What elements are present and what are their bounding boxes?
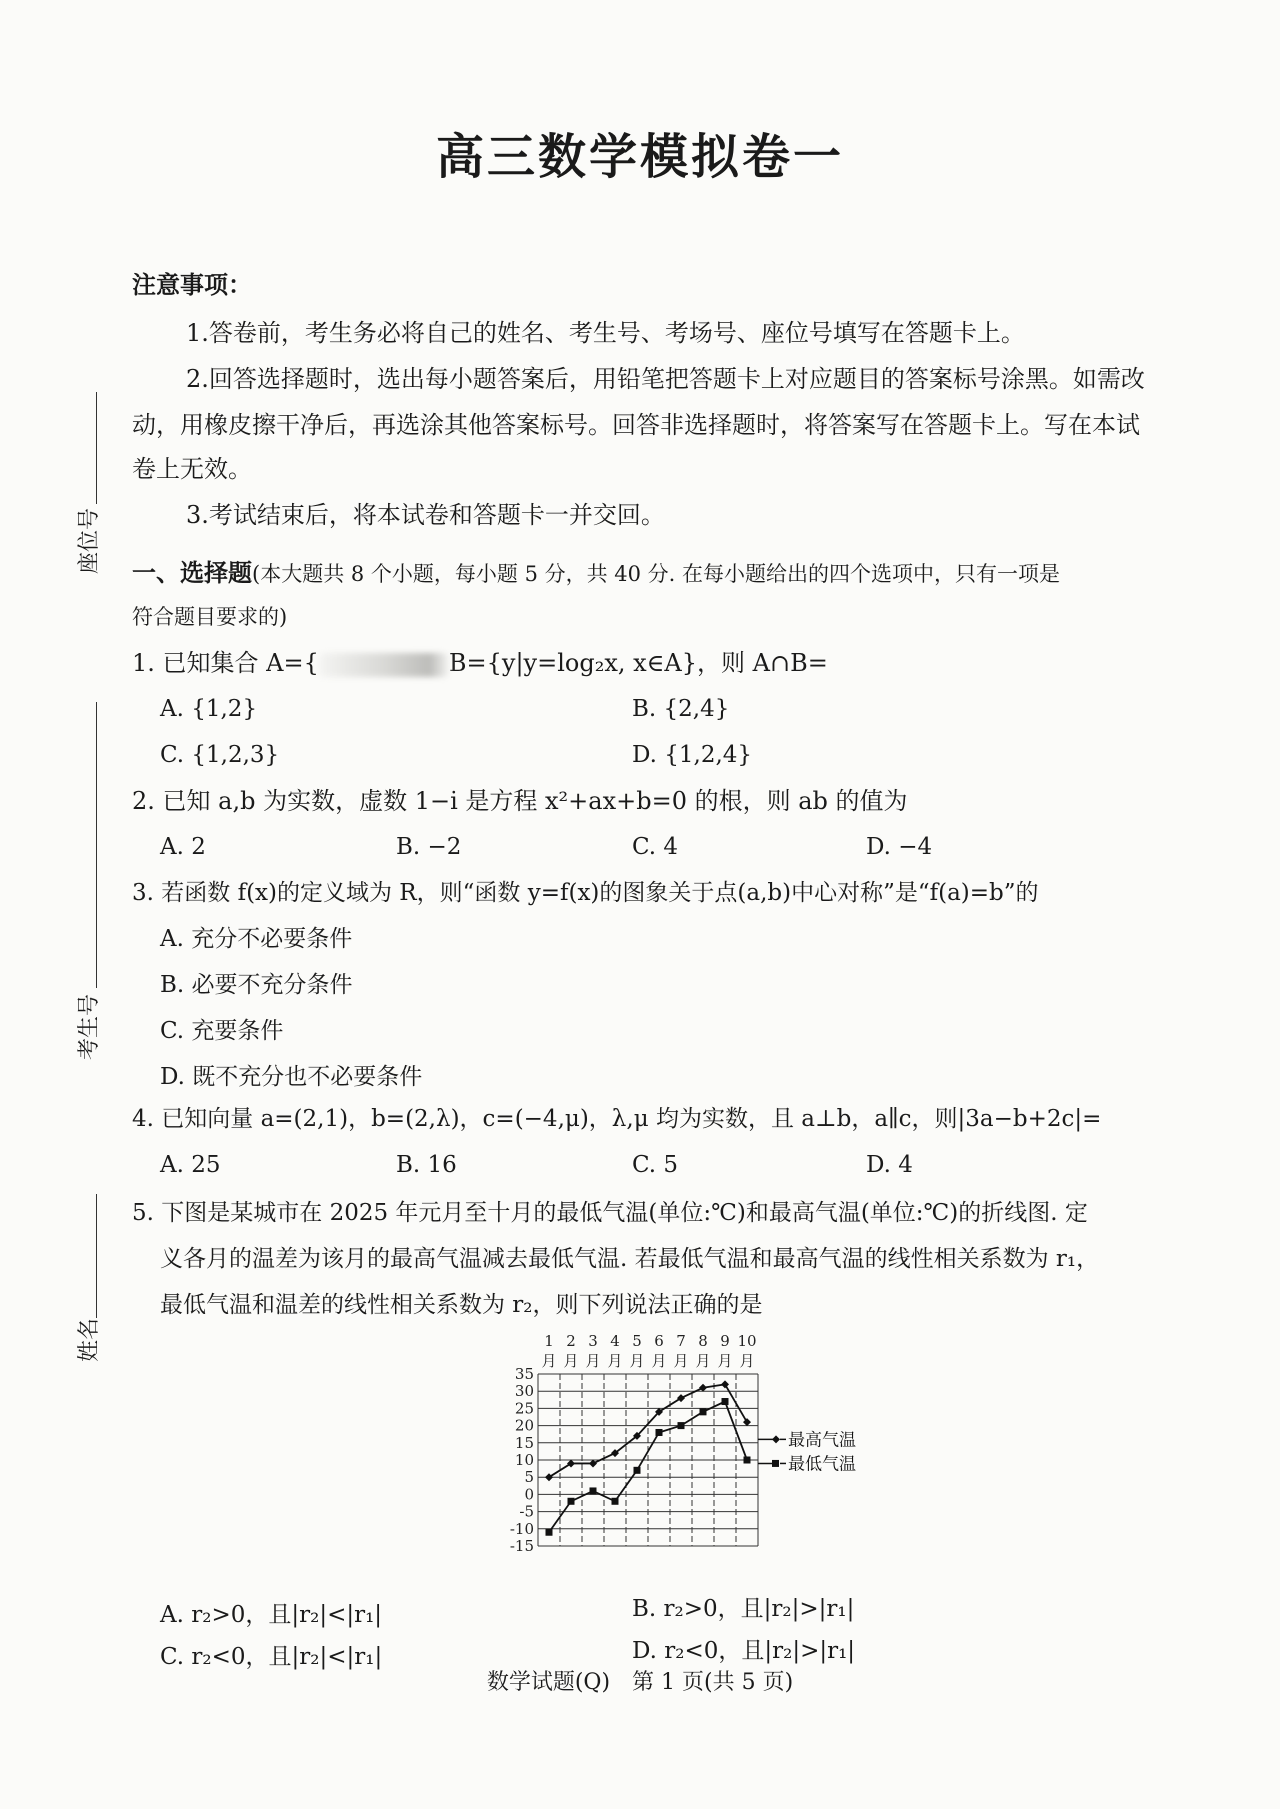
q4-option-c: C. 5 [632,1152,679,1178]
y-tick-label: 0 [524,1485,534,1504]
x-tick-label-number: 8 [698,1332,708,1350]
data-point-max-temp [721,1380,729,1388]
x-tick-label-month: 月 [585,1352,601,1370]
side-label-name: 姓名 [77,1317,102,1362]
exam-no-underline [96,702,97,988]
q5-option-b: B. r₂>0，且|r₂|>|r₁| [632,1596,855,1622]
x-tick-label-month: 月 [651,1352,667,1370]
q1-option-b: B. {2,4} [632,696,730,722]
x-tick-label-month: 月 [739,1352,755,1370]
seat-underline [96,392,97,504]
data-point-min-temp [568,1498,575,1505]
notice-item: 3.考试结束后，将本试卷和答题卡一并交回。 [186,501,665,529]
legend-marker-min-temp [772,1460,779,1467]
q5-option-c: C. r₂<0，且|r₂|<|r₁| [160,1644,383,1670]
y-tick-label: -10 [509,1519,534,1538]
section-desc: (本大题共 8 个小题，每小题 5 分，共 40 分. 在每小题给出的四个选项中，只有一项是 [252,562,1061,586]
q4-option-a: A. 25 [160,1152,221,1178]
redacted-blur [319,653,449,677]
data-point-min-temp [722,1398,729,1405]
q2-option-d: D. −4 [866,834,933,860]
temperature-line-chart [490,1328,890,1558]
y-tick-label: 15 [514,1433,534,1452]
question-5-stem-1: 5. 下图是某城市在 2025 年元月至十月的最低气温(单位:℃)和最高气温(单位:℃)的折线图. 定 [132,1200,1088,1226]
question-1-stem [132,646,828,680]
section-heading: 一、选择题 [132,559,252,587]
y-tick-label: 25 [514,1399,534,1418]
x-tick-label-month: 月 [607,1352,623,1370]
q5-option-d: D. r₂<0，且|r₂|>|r₁| [632,1638,856,1664]
q3-option-d: D. 既不充分也不必要条件 [160,1064,423,1090]
q2-option-a: A. 2 [160,834,206,860]
data-point-max-temp [743,1418,751,1426]
q1-stem-a: 1. 已知集合 A={ [132,649,319,677]
section-desc-2: 符合题目要求的) [132,605,288,629]
y-tick-label: 20 [514,1416,534,1435]
page-title: 高三数学模拟卷一 [435,129,844,185]
name-underline [96,1194,97,1318]
x-tick-label-number: 4 [610,1332,620,1350]
q3-option-c: C. 充要条件 [160,1018,284,1044]
q5-option-a: A. r₂>0，且|r₂|<|r₁| [160,1602,383,1628]
y-tick-label: 5 [524,1468,534,1487]
data-point-min-temp [546,1529,553,1536]
side-label-seat: 座位号 [77,507,102,574]
question-2-stem: 2. 已知 a,b 为实数，虚数 1−i 是方程 x²+ax+b=0 的根，则 ab 的值为 [132,787,908,815]
question-5-stem-2: 义各月的温差为该月的最高气温减去最低气温. 若最低气温和最高气温的线性相关系数为 r₁， [160,1246,1100,1272]
q3-option-a: A. 充分不必要条件 [160,926,353,952]
notice-item: 2.回答选择题时，选出每小题答案后，用铅笔把答题卡上对应题目的答案标号涂黑。如需改 [186,365,1145,393]
q4-option-b: B. 16 [396,1152,457,1178]
q3-option-b: B. 必要不充分条件 [160,972,353,998]
side-label-exam-no: 考生号 [77,993,102,1060]
legend-label: 最高气温 [788,1430,856,1451]
y-tick-label: -15 [509,1537,534,1555]
notice-item: 动，用橡皮擦干净后，再选涂其他答案标号。回答非选择题时，将答案写在答题卡上。写在本试 [132,411,1140,439]
question-3-stem: 3. 若函数 f(x)的定义域为 R，则“函数 y=f(x)的图象关于点(a,b)中心对称”是“f(a)=b”的 [132,880,1039,906]
x-tick-label-month: 月 [695,1352,711,1370]
x-tick-label-month: 月 [629,1352,645,1370]
data-point-min-temp [678,1422,685,1429]
notice-heading: 注意事项： [132,271,252,299]
data-point-min-temp [634,1467,641,1474]
data-point-min-temp [590,1487,597,1494]
x-tick-label-number: 5 [632,1332,642,1350]
x-tick-label-number: 7 [676,1332,686,1350]
y-tick-label: 30 [514,1382,534,1401]
x-tick-label-number: 6 [654,1332,664,1350]
q1-option-c: C. {1,2,3} [160,742,280,768]
page-footer: 数学试题(Q) 第 1 页(共 5 页) [486,1670,794,1695]
x-tick-label-number: 9 [720,1332,730,1350]
y-tick-label: -5 [519,1502,534,1521]
notice-item: 卷上无效。 [132,455,252,483]
section-heading-line [132,556,1060,591]
x-tick-label-number: 2 [566,1332,576,1350]
x-tick-label-month: 月 [717,1352,733,1370]
q2-option-c: C. 4 [632,834,679,860]
x-tick-label-month: 月 [673,1352,689,1370]
data-point-max-temp [589,1459,597,1467]
q2-option-b: B. −2 [396,834,462,860]
q1-stem-b: B={y|y=log₂x, x∈A}，则 A∩B= [448,649,828,677]
data-point-min-temp [700,1408,707,1415]
notice-item: 1.答卷前，考生务必将自己的姓名、考生号、考场号、座位号填写在答题卡上。 [186,319,1025,347]
data-point-min-temp [612,1498,619,1505]
x-tick-label-number: 3 [588,1332,598,1350]
x-tick-label-number: 1 [544,1332,554,1350]
data-point-min-temp [744,1457,751,1464]
data-point-max-temp [699,1384,707,1392]
y-tick-label: 35 [514,1365,534,1383]
y-tick-label: 10 [514,1451,534,1469]
question-5-stem-3: 最低气温和温差的线性相关系数为 r₂，则下列说法正确的是 [160,1292,763,1318]
x-tick-label-month: 月 [541,1352,557,1370]
x-tick-label-month: 月 [563,1352,579,1370]
question-4-stem: 4. 已知向量 a=(2,1)，b=(2,λ)，c=(−4,μ)，λ,μ 均为实数，且 a⊥b，a∥c，则|3a−b+2c|= [132,1106,1102,1132]
q1-option-d: D. {1,2,4} [632,742,753,768]
q1-option-a: A. {1,2} [160,696,258,722]
data-point-min-temp [656,1429,663,1436]
legend-label: 最低气温 [788,1454,856,1475]
q4-option-d: D. 4 [866,1152,913,1178]
x-tick-label-number: 10 [737,1332,757,1350]
legend-marker-max-temp [772,1435,780,1443]
